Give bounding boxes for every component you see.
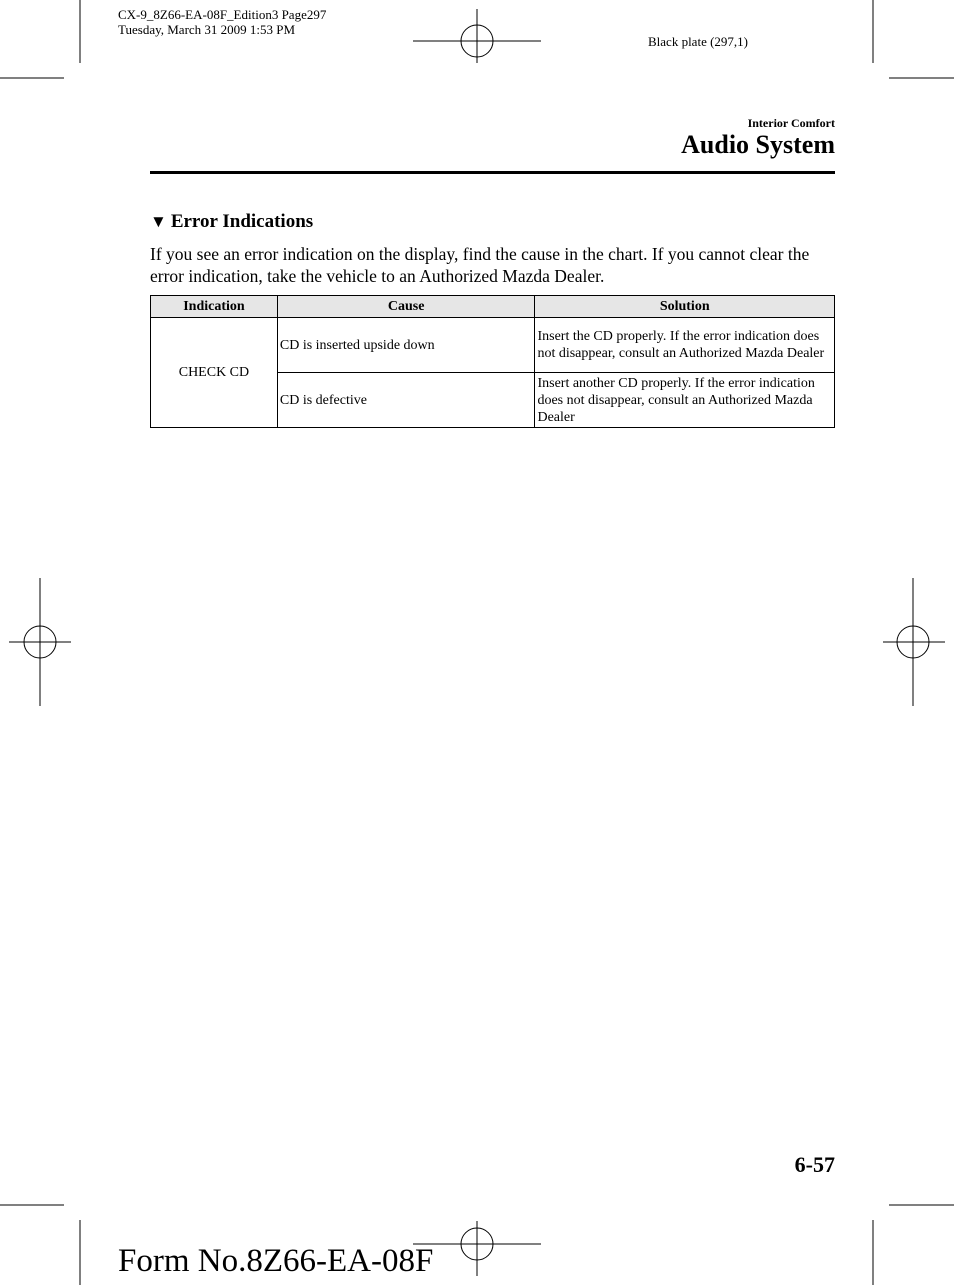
intro-paragraph: If you see an error indication on the display, find the cause in the chart. If you cannot clear the error indication, take the vehicle to an Authorized Mazda Dealer. (150, 244, 810, 286)
print-date-line: Tuesday, March 31 2009 1:53 PM (118, 22, 296, 37)
error-indication-table (150, 295, 835, 428)
page-title: Audio System (681, 130, 835, 159)
print-header (118, 7, 326, 37)
subsection-title: Error Indications (170, 211, 314, 232)
subsection-heading (150, 211, 313, 233)
title-rule (150, 171, 835, 174)
triangle-down-icon: ▼ (150, 212, 167, 231)
page-number: 6-57 (794, 1152, 835, 1177)
table-header-row (151, 296, 835, 318)
indication-cell: CHECK CD (151, 318, 278, 428)
solution-cell: Insert another CD properly. If the error indication does not disappear, consult an Authorized Mazda Dealer (535, 373, 835, 428)
print-file-line: CX-9_8Z66-EA-08F_Edition3 Page297 (118, 7, 327, 22)
table-row (151, 318, 835, 373)
cause-cell: CD is defective (277, 373, 535, 428)
form-number: Form No.8Z66-EA-08F (118, 1243, 434, 1279)
section-label: Interior Comfort (747, 116, 835, 130)
header-cause: Cause (277, 296, 535, 318)
cause-cell: CD is inserted upside down (277, 318, 535, 373)
solution-cell: Insert the CD properly. If the error indication does not disappear, consult an Authorized Mazda Dealer (535, 318, 835, 373)
header-indication: Indication (151, 296, 278, 318)
plate-label: Black plate (297,1) (648, 34, 748, 49)
header-solution: Solution (535, 296, 835, 318)
